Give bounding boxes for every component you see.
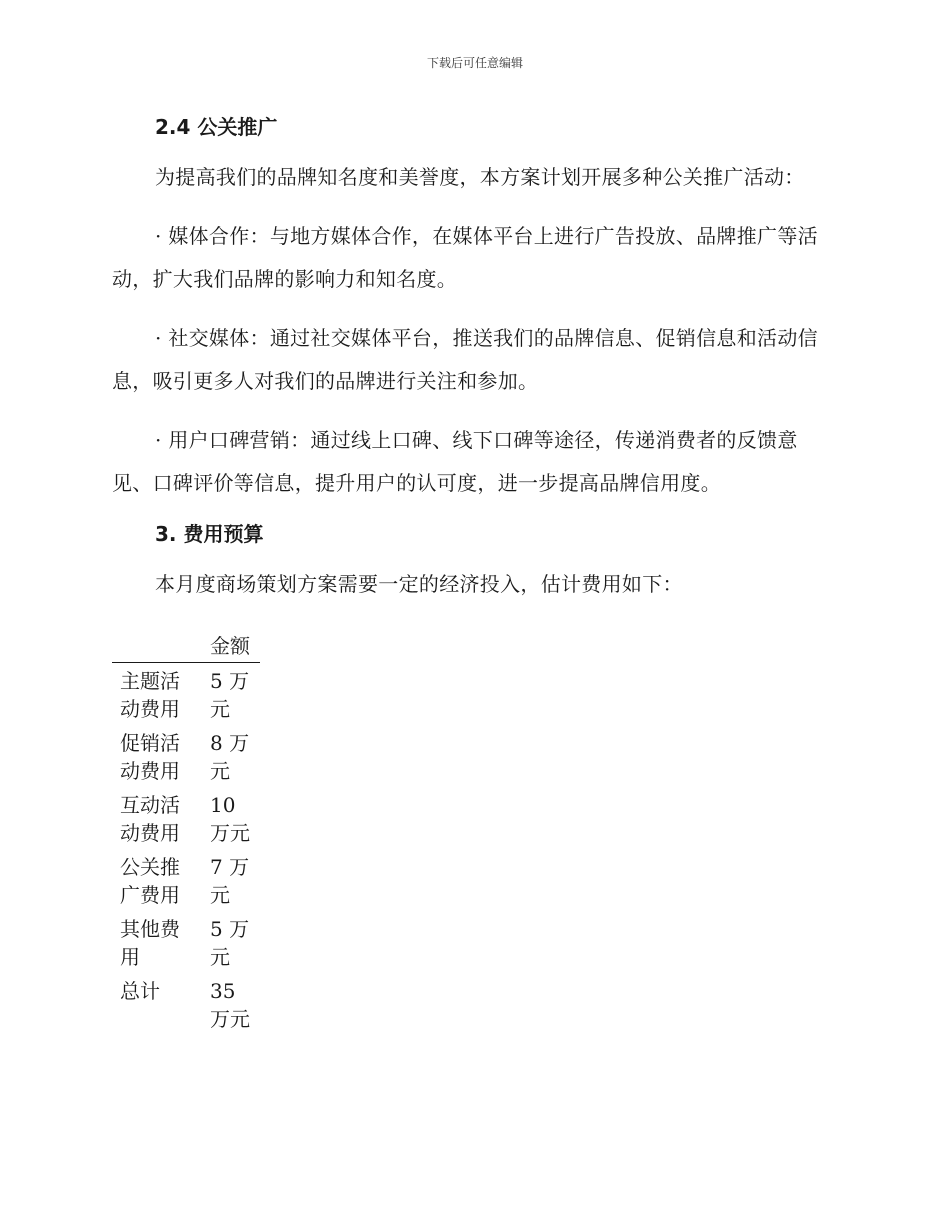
page-header: 下载后可任意编辑	[426, 56, 523, 70]
table-header-item	[112, 632, 202, 663]
table-cell-amount: 8 万元	[210, 731, 250, 783]
table-row	[112, 911, 260, 973]
bullet-word-of-mouth: · 用户口碑营销：通过线上口碑、线下口碑等途径，传递消费者的反馈意见、口碑评价等信息，提升用户的认可度，进一步提高品牌信用度。	[112, 428, 798, 495]
table-row	[112, 725, 260, 787]
table-cell-item: 主题活动费用	[120, 669, 180, 721]
section-heading-3: 3. 费用预算	[155, 522, 264, 546]
table-cell-amount: 35 万元	[210, 979, 250, 1031]
table-row	[112, 663, 260, 726]
table-row	[112, 849, 260, 911]
document-body	[112, 110, 824, 1035]
table-cell-amount: 5 万元	[210, 917, 250, 969]
table-cell-amount: 5 万元	[210, 669, 250, 721]
budget-table	[112, 632, 260, 1035]
table-cell-amount: 10 万元	[210, 793, 250, 845]
section-3-intro: 本月度商场策划方案需要一定的经济投入，估计费用如下：	[155, 572, 683, 596]
bullet-social-media: · 社交媒体：通过社交媒体平台，推送我们的品牌信息、促销信息和活动信息，吸引更多人对我们的品牌进行关注和参加。	[112, 326, 818, 393]
table-cell-item: 互动活动费用	[120, 793, 180, 845]
table-cell-item: 公关推广费用	[120, 855, 180, 907]
table-header-row	[112, 632, 260, 663]
table-row	[112, 973, 260, 1035]
section-heading-2-4: 2.4 公关推广	[155, 115, 278, 139]
table-row	[112, 787, 260, 849]
table-cell-item: 促销活动费用	[120, 731, 180, 783]
table-cell-amount: 7 万元	[210, 855, 250, 907]
table-header-amount: 金额	[202, 632, 260, 663]
section-2-4-intro: 为提高我们的品牌知名度和美誉度，本方案计划开展多种公关推广活动：	[155, 165, 805, 189]
table-cell-item: 总计	[120, 979, 160, 1003]
bullet-media-cooperation: · 媒体合作：与地方媒体合作，在媒体平台上进行广告投放、品牌推广等活动，扩大我们品牌的影响力和知名度。	[112, 224, 818, 291]
table-cell-item: 其他费用	[120, 917, 180, 969]
